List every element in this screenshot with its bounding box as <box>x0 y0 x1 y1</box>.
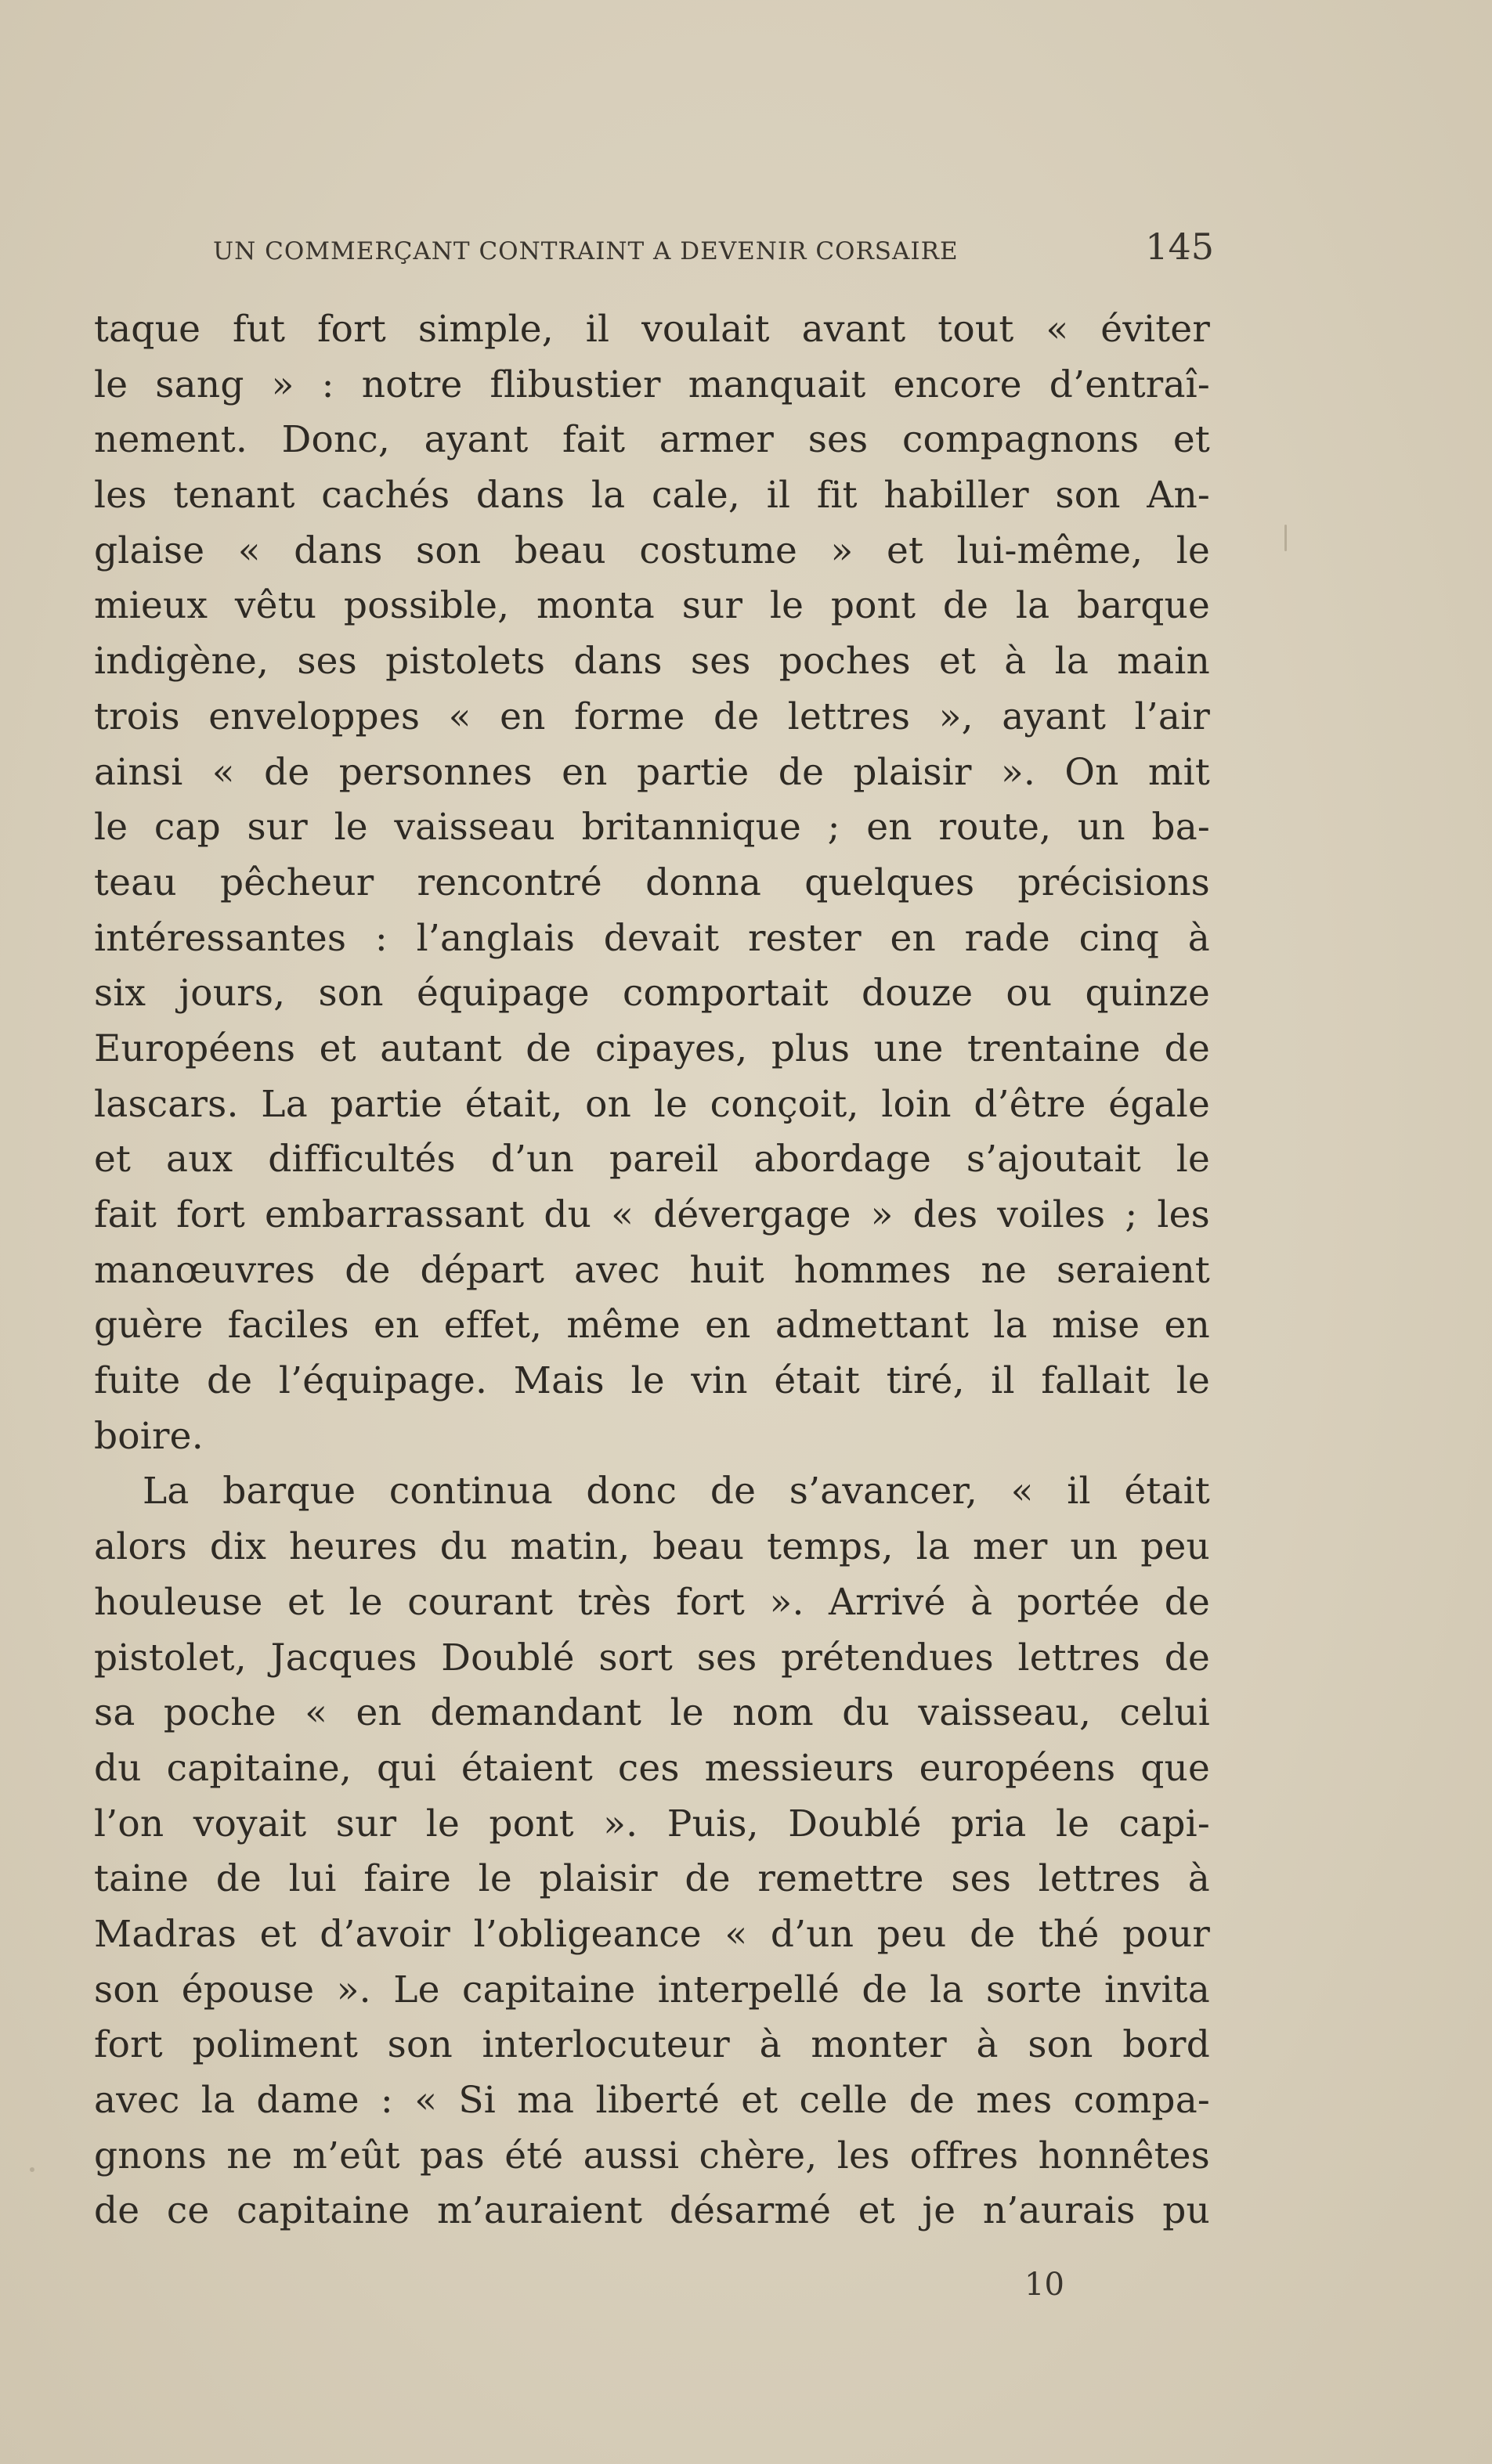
text-line: lascars. La partie était, on le conçoit, loin d’être égale <box>94 1082 1210 1126</box>
text-line: taine de lui faire le plaisir de remettre ses lettres à <box>94 1857 1210 1901</box>
text-line: intéressantes : l’anglais devait rester en rade cinq à <box>94 916 1210 960</box>
text-line: teau pêcheur rencontré donna quelques précisions <box>94 860 1210 904</box>
text-line: ainsi « de personnes en partie de plaisir ». On mit <box>94 750 1210 794</box>
text-line: les tenant cachés dans la cale, il fit habiller son An- <box>94 474 1210 518</box>
body-text <box>94 302 1210 2239</box>
text-line: du capitaine, qui étaient ces messieurs européens que <box>94 1746 1210 1790</box>
paper-speck <box>30 2167 34 2172</box>
text-line: nement. Donc, ayant fait armer ses compagnons et <box>94 418 1210 462</box>
text-line: boire. <box>94 1414 204 1458</box>
text-line: manœuvres de départ avec huit hommes ne seraient <box>94 1248 1210 1292</box>
running-head <box>213 225 1214 268</box>
text-line: sa poche « en demandant le nom du vaisseau, celui <box>94 1691 1210 1735</box>
text-line: houleuse et le courant très fort ». Arrivé à portée de <box>94 1580 1210 1624</box>
text-line: La barque continua donc de s’avancer, « il était <box>143 1470 1210 1513</box>
signature-mark: 10 <box>1024 2267 1064 2303</box>
text-line: l’on voyait sur le pont ». Puis, Doublé pria le capi- <box>94 1802 1210 1845</box>
text-line: fort poliment son interlocuteur à monter à son bord <box>94 2023 1210 2067</box>
text-line: Madras et d’avoir l’obligeance « d’un peu de thé pour <box>94 1912 1210 1956</box>
text-line: gnons ne m’eût pas été aussi chère, les offres honnêtes <box>94 2134 1210 2177</box>
text-line: le cap sur le vaisseau britannique ; en route, un ba- <box>94 806 1210 850</box>
text-line: mieux vêtu possible, monta sur le pont de la barque <box>94 584 1210 628</box>
text-line: fait fort embarrassant du « dévergage » des voiles ; les <box>94 1193 1210 1236</box>
running-title: UN COMMERÇANT CONTRAINT A DEVENIR CORSAIRE <box>213 237 959 265</box>
text-line: trois enveloppes « en forme de lettres », ayant l’air <box>94 694 1210 738</box>
text-line: et aux difficultés d’un pareil abordage s’ajoutait le <box>94 1138 1210 1181</box>
text-line: six jours, son équipage comportait douze ou quinze <box>94 972 1210 1016</box>
text-line: fuite de l’équipage. Mais le vin était tiré, il fallait le <box>94 1359 1210 1403</box>
text-line: avec la dame : « Si ma liberté et celle de mes compa- <box>94 2079 1210 2122</box>
text-line: pistolet, Jacques Doublé sort ses prétendues lettres de <box>94 1636 1210 1679</box>
page-number: 145 <box>1145 225 1214 268</box>
text-line: Européens et autant de cipayes, plus une trentaine de <box>94 1026 1210 1070</box>
text-line: son épouse ». Le capitaine interpellé de la sorte invita <box>94 1968 1210 2011</box>
text-line: guère faciles en effet, même en admettant la mise en <box>94 1304 1210 1347</box>
paper-speck <box>1284 525 1287 551</box>
text-line: glaise « dans son beau costume » et lui-même, le <box>94 529 1210 572</box>
text-line: le sang » : notre flibustier manquait encore d’entraî- <box>94 363 1210 406</box>
text-line: indigène, ses pistolets dans ses poches et à la main <box>94 640 1210 684</box>
text-line: taque fut fort simple, il voulait avant tout « éviter <box>94 308 1210 351</box>
text-line: de ce capitaine m’auraient désarmé et je n’aurais pu <box>94 2189 1210 2233</box>
text-line: alors dix heures du matin, beau temps, la mer un peu <box>94 1525 1210 1569</box>
